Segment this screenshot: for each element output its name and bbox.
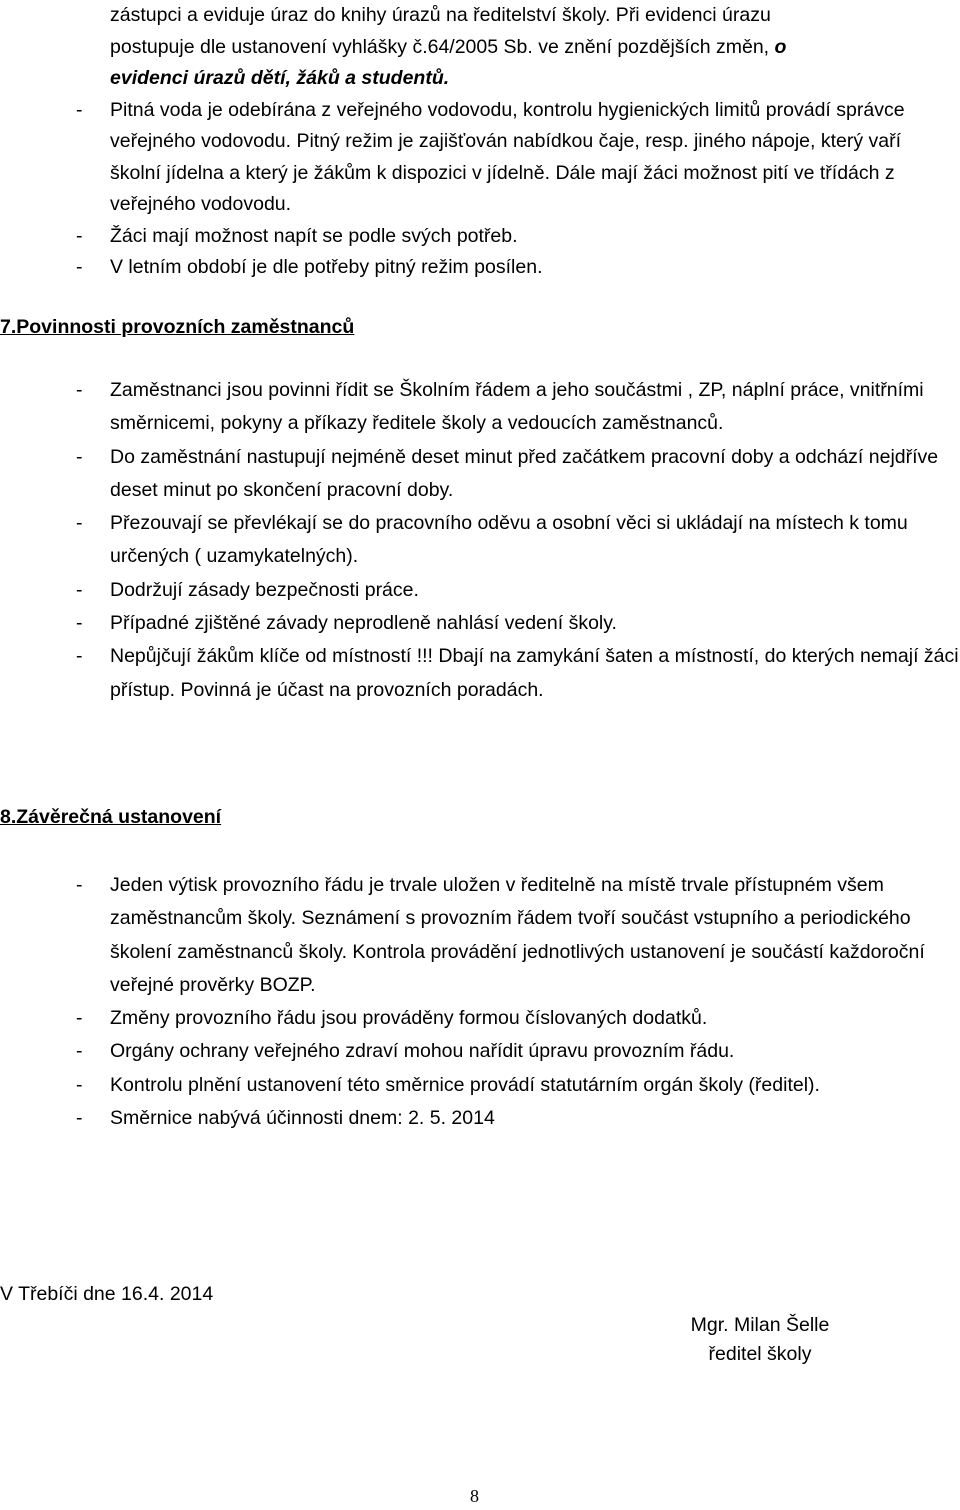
signatory-name: Mgr. Milan Šelle [690, 1314, 830, 1336]
list-item: - Přezouvají se převlékají se do pracovního oděvu a osobní věci si ukládají na místech k tomu určených ( uzamykatelných). [76, 512, 908, 568]
list-item: - Směrnice nabývá účinnosti dnem: 2. 5. 2014 [76, 1107, 495, 1130]
list-item: - Orgány ochrany veřejného zdraví mohou nařídit úpravu provozním řádu. [76, 1040, 735, 1063]
list-item: - Jeden výtisk provozního řádu je trvale uložen v ředitelně na místě trvale přístupném všem zaměstnancům školy. Seznámení s provozním řádem tvoří součást vstupního a periodického školení zaměstnanců školy. Kontrola provádění jednotlivých ustanovení je součástí každoroční veřejné prověrky BOZP. [76, 874, 925, 996]
list-item: - Nepůjčují žákům klíče od místností !!! Dbají na zamykání šaten a místností, do kterých nemají žáci přístup. Povinná je účast na provozních poradách. [76, 645, 959, 701]
list-item: - Zaměstnanci jsou povinni řídit se Školním řádem a jeho součástmi , ZP, náplní práce, vnitřními směrnicemi, pokyny a příkazy ředitele školy a vedoucích zaměstnanců. [76, 379, 924, 435]
list-item: - Žáci mají možnost napít se podle svých potřeb. [76, 224, 518, 247]
place-date: V Třebíči dne 16.4. 2014 [0, 1283, 214, 1305]
section-8-heading: 8.Závěrečná ustanovení [0, 806, 222, 828]
signatory-title: ředitel školy [708, 1343, 812, 1365]
list-item: - Dodržují zásady bezpečnosti práce. [76, 578, 419, 601]
continuation-line: zástupci a eviduje úraz do knihy úrazů na ředitelství školy. Při evidenci úrazu [110, 4, 771, 26]
list-item: - Změny provozního řádu jsou prováděny formou číslovaných dodatků. [76, 1007, 708, 1030]
list-item: - Pitná voda je odebírána z veřejného vodovodu, kontrolu hygienických limitů provádí správce veřejného vodovodu. Pitný režim je zajišťován nabídkou čaje, resp. jiného nápoje, který vaří školní jídelna a který je žákům k dispozici v jídelně. Dále mají žáci možnost pití ve třídách z veřejného vodovodu. [76, 98, 905, 215]
section-7-list [66, 374, 960, 707]
section-7-heading: 7.Povinnosti provozních zaměstnanců [0, 316, 355, 338]
signature-block [660, 1311, 860, 1369]
page-number: 8 [470, 1486, 479, 1506]
list-item: - V letním období je dle potřeby pitný režim posílen. [76, 256, 543, 278]
continuation-line: postupuje dle ustanovení vyhlášky č.64/2005 Sb. ve znění pozdějších změn, o [110, 35, 787, 58]
continuation-block [66, 0, 956, 284]
list-item: - Případné zjištěné závady neprodleně nahlásí vedení školy. [76, 612, 617, 635]
continuation-line-bold: evidenci úrazů dětí, žáků a studentů. [110, 67, 450, 89]
list-item: - Kontrolu plnění ustanovení této směrnice provádí statutárním orgán školy (ředitel). [76, 1073, 820, 1096]
list-item: - Do zaměstnání nastupují nejméně deset minut před začátkem pracovní doby a odchází nejdříve deset minut po skončení pracovní doby. [76, 445, 939, 501]
section-8-list [66, 869, 960, 1135]
